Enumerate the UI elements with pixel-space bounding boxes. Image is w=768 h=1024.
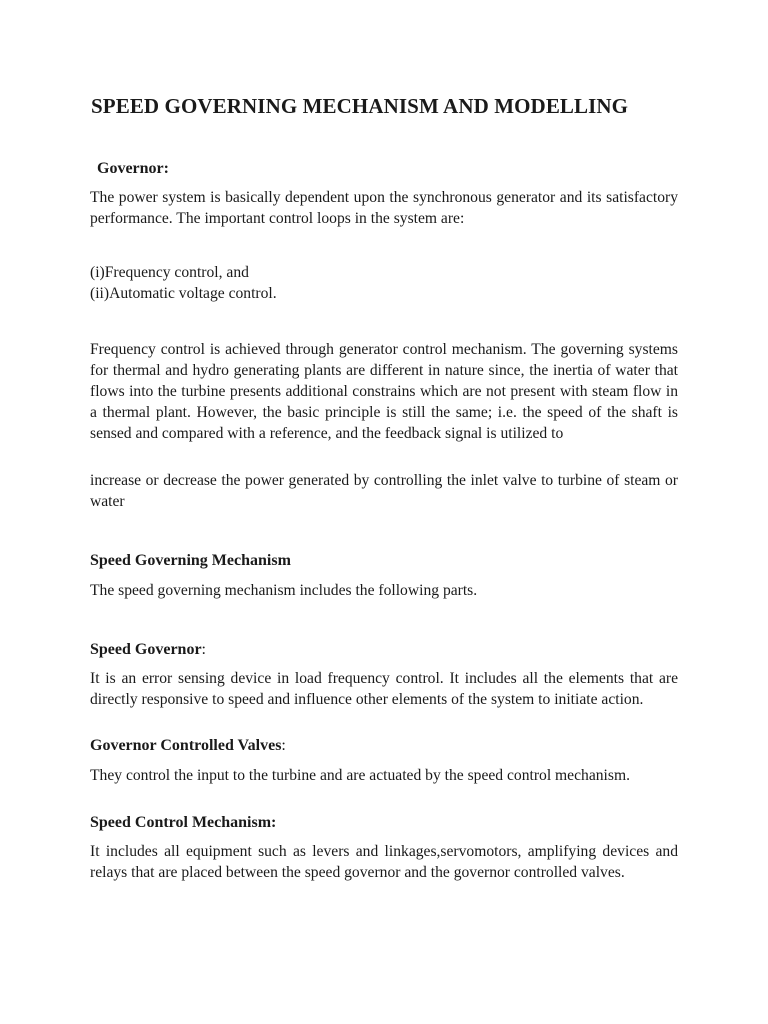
governor-controlled-valves-paragraph: They control the input to the turbine and are actuated by the speed control mechanism. bbox=[90, 767, 630, 784]
governor-intro-paragraph: The power system is basically dependent upon the synchronous generator and its satisfactory performance. The important control loops in the system are: bbox=[90, 189, 678, 227]
governor-controlled-valves-heading-text: Governor Controlled Valves bbox=[90, 737, 282, 754]
speed-governor-paragraph: It is an error sensing device in load frequency control. It includes all the elements that are directly responsive to speed and influence other elements of the system to initiate action. bbox=[90, 670, 678, 708]
speed-governor-heading-colon: : bbox=[201, 641, 206, 658]
speed-control-mechanism-paragraph: It includes all equipment such as levers and linkages,servomotors, amplifying devices and relays that are placed between the speed governor and the governor controlled valves. bbox=[90, 843, 678, 881]
power-control-paragraph: increase or decrease the power generated by controlling the inlet valve to turbine of steam or water bbox=[90, 472, 678, 510]
speed-control-mechanism-heading: Speed Control Mechanism: bbox=[90, 814, 277, 831]
control-loops-list bbox=[90, 262, 678, 304]
document-title: SPEED GOVERNING MECHANISM AND MODELLING bbox=[91, 94, 629, 118]
list-item-number: (i) bbox=[90, 264, 105, 281]
list-item-text: Automatic voltage control. bbox=[109, 285, 277, 302]
mechanism-intro-paragraph: The speed governing mechanism includes the following parts. bbox=[90, 582, 478, 599]
list-item-text: Frequency control, and bbox=[104, 264, 249, 281]
governor-controlled-valves-heading-colon: : bbox=[281, 737, 286, 754]
speed-governor-heading-text: Speed Governor bbox=[90, 641, 202, 658]
list-item bbox=[90, 262, 678, 283]
governor-controlled-valves-heading bbox=[90, 737, 286, 755]
list-item bbox=[90, 283, 678, 304]
speed-governor-heading bbox=[90, 641, 206, 659]
list-item-number: (ii) bbox=[90, 285, 110, 302]
speed-governing-mechanism-heading: Speed Governing Mechanism bbox=[90, 552, 291, 569]
governor-heading: Governor: bbox=[97, 160, 169, 177]
frequency-control-paragraph: Frequency control is achieved through generator control mechanism. The governing systems for thermal and hydro generating plants are different in nature since, the inertia of water that flows into the turbine presents additional constrains which are not present with steam flow in a thermal plant. However, the basic principle is still the same; i.e. the speed of the shaft is sensed and compared with a reference, and the feedback signal is utilized to bbox=[90, 341, 678, 442]
